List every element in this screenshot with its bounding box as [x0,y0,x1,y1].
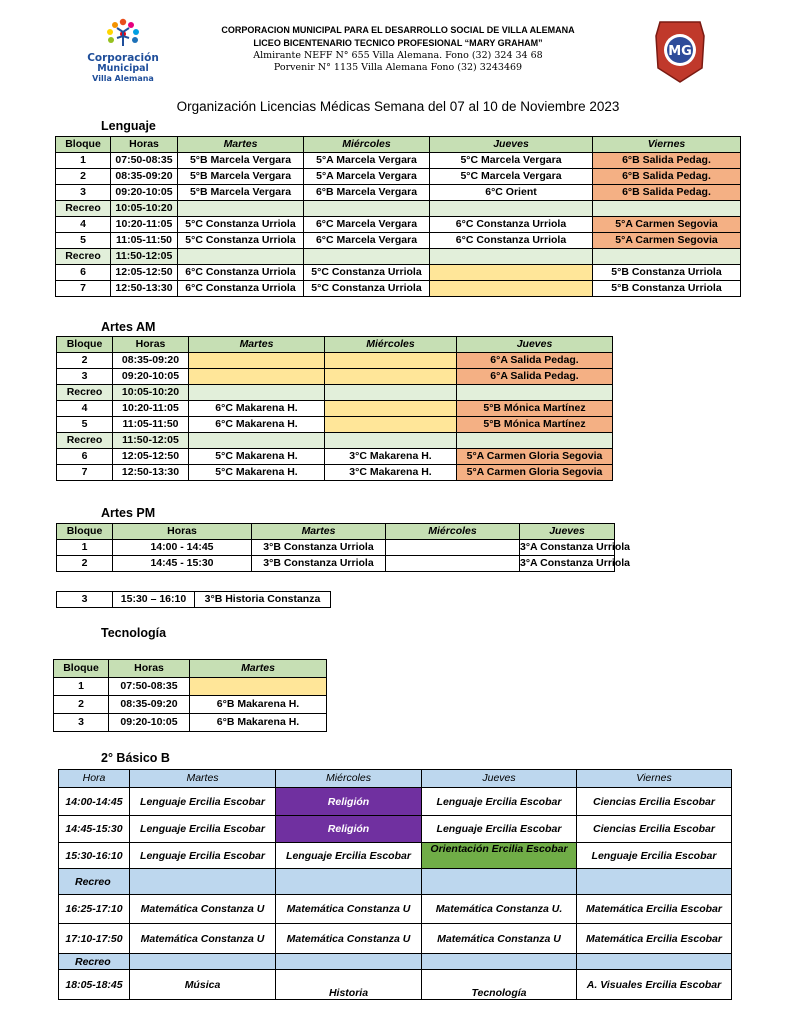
table-cell [304,249,430,265]
artes-pm-table [56,523,630,572]
table-cell: 6°B Makarena H. [190,696,327,714]
table-cell: 5°C Constanza Urriola [178,217,304,233]
artes-am-table [56,336,613,481]
table-cell: 4 [57,401,113,417]
table-cell [577,954,732,970]
table-cell: Lenguaje Ercilia Escobar [577,843,732,869]
column-header: Martes [189,337,325,353]
table-cell [189,385,325,401]
table-cell: 12:05-12:50 [113,449,189,465]
table-cell: 5°B Constanza Urriola [593,265,741,281]
table-cell: 6°C Constanza Urriola [430,217,593,233]
table-cell [430,201,593,217]
header-line-1: CORPORACION MUNICIPAL PARA EL DESARROLLO SOCIAL DE VILLA ALEMANA [221,25,575,35]
table-cell: 08:35-09:20 [111,169,178,185]
table-cell [189,433,325,449]
table-row [56,249,741,265]
logo-text-1: Corporación [87,52,159,64]
column-header: Horas [113,337,189,353]
table-cell: 5°B Marcela Vergara [178,153,304,169]
artes-pm-extra-table [56,591,331,608]
table-cell: Tecnología [422,970,577,1000]
table-cell: 16:25-17:10 [59,895,130,924]
table-row [57,433,613,449]
table-cell: 6 [56,265,111,281]
table-cell: 6°C Constanza Urriola [178,281,304,297]
logo-text-3: Villa Alemana [92,74,154,83]
table-row [57,556,615,572]
table-cell: Recreo [56,249,111,265]
table-cell: 6°C Marcela Vergara [304,217,430,233]
table-row [57,369,613,385]
table-cell: 12:05-12:50 [111,265,178,281]
column-header: Bloque [56,137,111,153]
table-row [56,153,741,169]
table-cell: 5°B Constanza Urriola [593,281,741,297]
table-cell: Recreo [59,869,130,895]
table-cell: 09:20-10:05 [113,369,189,385]
table-cell: 2 [57,556,113,572]
table-cell: 3°B Constanza Urriola [252,556,386,572]
table-cell: Lenguaje Ercilia Escobar [276,843,422,869]
table-cell: 10:20-11:05 [113,401,189,417]
column-header: Horas [109,660,190,678]
column-header: Jueves [457,337,613,353]
table-cell: 3 [57,592,113,608]
table-cell: 3°A Constanza Urriola [520,556,615,572]
table-row [57,540,615,556]
table-cell: 5°A Marcela Vergara [304,169,430,185]
column-header: Bloque [57,524,113,540]
table-cell: Recreo [57,433,113,449]
table-row [56,169,741,185]
table-cell: A. Visuales Ercilia Escobar [577,970,732,1000]
table-cell: 12:50-13:30 [111,281,178,297]
table-cell [422,869,577,895]
table-cell [457,433,613,449]
table-cell: 15:30 – 16:10 [113,592,195,608]
column-header: Martes [190,660,327,678]
header-row [56,137,741,153]
table-cell: 15:30-16:10 [59,843,130,869]
table-cell: 10:20-11:05 [111,217,178,233]
table-cell: 6°A Salida Pedag. [457,353,613,369]
table-cell: Religión [276,816,422,843]
column-header: Jueves [430,137,593,153]
table-cell: 6°B Makarena H. [190,714,327,732]
table-cell: 1 [54,678,109,696]
table-cell: 6°C Marcela Vergara [304,233,430,249]
table-cell: 11:05-11:50 [113,417,189,433]
table-cell: 5°C Marcela Vergara [430,169,593,185]
table-cell: Lenguaje Ercilia Escobar [130,788,276,816]
table-cell: 6 [57,449,113,465]
section-title-tecnologia: Tecnología [101,626,167,640]
table-cell [190,678,327,696]
table-cell: 14:00-14:45 [59,788,130,816]
table-cell [457,385,613,401]
table-cell: 5°C Constanza Urriola [304,281,430,297]
column-header: Miércoles [386,524,520,540]
column-header: Hora [59,770,130,788]
table-cell: 6°B Marcela Vergara [304,185,430,201]
table-cell: 11:05-11:50 [111,233,178,249]
table-cell [430,265,593,281]
table-cell: Matemática Constanza U [130,895,276,924]
table-cell: 5°C Makarena H. [189,449,325,465]
table-cell [430,281,593,297]
table-cell: 11:50-12:05 [111,249,178,265]
table-cell: 6°B Salida Pedag. [593,169,741,185]
table-cell: 5°A Carmen Segovia [593,233,741,249]
table-row [59,924,732,954]
table-cell [430,249,593,265]
table-cell: 14:45 - 15:30 [113,556,252,572]
column-header: Bloque [57,337,113,353]
table-cell: 3°A Constanza Urriola [520,540,615,556]
table-cell: 6°C Orient [430,185,593,201]
table-cell: 14:45-15:30 [59,816,130,843]
table-cell: 5°A Carmen Segovia [593,217,741,233]
table-cell: 5°A Marcela Vergara [304,153,430,169]
column-header: Martes [178,137,304,153]
table-cell [386,540,520,556]
table-cell [130,954,276,970]
table-cell: Matemática Ercilia Escobar [577,895,732,924]
table-row [54,714,327,732]
table-cell [325,401,457,417]
table-cell: 6°B Salida Pedag. [593,153,741,169]
table-cell [422,954,577,970]
table-row [56,201,741,217]
section-title-artes-pm: Artes PM [101,506,156,520]
table-cell [178,201,304,217]
table-cell [577,869,732,895]
table-row [57,465,613,481]
table-cell: 3°C Makarena H. [325,465,457,481]
header-line-2: LICEO BICENTENARIO TECNICO PROFESIONAL “MARY GRAHAM” [253,38,543,48]
column-header: Viernes [593,137,741,153]
table-cell [325,417,457,433]
table-cell: Recreo [59,954,130,970]
table-cell: 5°B Mónica Martínez [457,401,613,417]
table-row [56,233,741,249]
table-cell [304,201,430,217]
table-cell: 07:50-08:35 [109,678,190,696]
section-title-basico: 2° Básico B [101,751,170,765]
table-cell: 6°B Salida Pedag. [593,185,741,201]
table-row [54,678,327,696]
table-cell: 17:10-17:50 [59,924,130,954]
column-header: Horas [113,524,252,540]
table-cell [276,869,422,895]
table-cell [189,353,325,369]
table-cell: 6°A Salida Pedag. [457,369,613,385]
section-title-lenguaje: Lenguaje [101,119,156,133]
header-row [54,660,327,678]
table-cell [593,201,741,217]
lenguaje-table [55,136,741,297]
header-line-4: Porvenir N° 1135 Villa Alemana Fono (32) 3243469 [273,62,523,73]
table-row [57,385,613,401]
table-cell: 4 [56,217,111,233]
table-row [54,696,327,714]
table-cell: 1 [57,540,113,556]
table-cell: 5°C Marcela Vergara [430,153,593,169]
column-header: Miércoles [304,137,430,153]
table-cell: 5°A Carmen Gloria Segovia [457,449,613,465]
table-row [59,954,732,970]
table-cell: Recreo [56,201,111,217]
table-row [59,970,732,1000]
table-cell: 2 [57,353,113,369]
table-cell [386,556,520,572]
table-row [57,592,331,608]
table-cell [325,433,457,449]
table-cell: 5°B Mónica Martínez [457,417,613,433]
column-header: Jueves [422,770,577,788]
table-cell: 5°C Constanza Urriola [304,265,430,281]
table-cell: Lenguaje Ercilia Escobar [422,816,577,843]
table-row [59,895,732,924]
table-cell [178,249,304,265]
column-header: Miércoles [325,337,457,353]
table-cell: 6°C Constanza Urriola [178,265,304,281]
table-cell: 5°A Carmen Gloria Segovia [457,465,613,481]
table-cell: 14:00 - 14:45 [113,540,252,556]
table-cell: Historia [276,970,422,1000]
table-cell: 1 [56,153,111,169]
table-cell: 08:35-09:20 [113,353,189,369]
column-header: Miércoles [276,770,422,788]
column-header: Viernes [577,770,732,788]
table-row [56,281,741,297]
table-cell: Ciencias Ercilia Escobar [577,788,732,816]
table-cell: 10:05-10:20 [113,385,189,401]
table-cell: Lenguaje Ercilia Escobar [422,788,577,816]
table-cell: 7 [57,465,113,481]
page-title: Organización Licencias Médicas Semana del 07 al 10 de Noviembre 2023 [176,99,620,114]
table-row [57,449,613,465]
table-cell [130,869,276,895]
table-row [59,816,732,843]
table-row [56,217,741,233]
table-cell: Religión [276,788,422,816]
logo-text-2: Municipal [97,63,149,74]
basico-table [58,769,732,1000]
table-cell: Orientación Ercilia Escobar [422,843,577,869]
table-cell: Matemática Constanza U [276,895,422,924]
table-cell: 3 [54,714,109,732]
table-cell: Ciencias Ercilia Escobar [577,816,732,843]
table-cell: 5 [57,417,113,433]
table-cell: Matemática Constanza U. [422,895,577,924]
table-row [59,869,732,895]
table-cell: Matemática Constanza U [130,924,276,954]
table-cell: 5°C Makarena H. [189,465,325,481]
table-cell: Matemática Constanza U [422,924,577,954]
table-cell: 5°B Marcela Vergara [178,185,304,201]
table-cell: Lenguaje Ercilia Escobar [130,843,276,869]
column-header: Jueves [520,524,615,540]
table-cell: 5°C Constanza Urriola [178,233,304,249]
table-cell: Recreo [57,385,113,401]
table-cell: 3°B Historia Constanza [195,592,331,608]
table-cell: 11:50-12:05 [113,433,189,449]
table-cell: 09:20-10:05 [109,714,190,732]
header-row [57,337,613,353]
corporacion-logo [82,16,164,86]
table-row [56,185,741,201]
table-row [59,843,732,869]
table-cell: 10:05-10:20 [111,201,178,217]
table-cell [325,369,457,385]
table-cell: 3°B Constanza Urriola [252,540,386,556]
table-cell: Matemática Ercilia Escobar [577,924,732,954]
table-row [59,788,732,816]
table-cell: 2 [56,169,111,185]
header-line-3: Almirante NEFF N° 655 Villa Alemana. Fono (32) 324 34 68 [253,50,543,61]
section-title-artes-am: Artes AM [101,320,156,334]
header-row [59,770,732,788]
table-row [57,353,613,369]
column-header: Horas [111,137,178,153]
table-cell: 07:50-08:35 [111,153,178,169]
table-cell: 18:05-18:45 [59,970,130,1000]
table-cell: 7 [56,281,111,297]
liceo-logo-text: MG [668,44,692,59]
table-cell: 6°C Constanza Urriola [430,233,593,249]
table-cell: 2 [54,696,109,714]
table-cell: 3 [56,185,111,201]
table-cell [325,353,457,369]
table-row [56,265,741,281]
tecnologia-table [53,659,327,732]
table-cell: 3°C Makarena H. [325,449,457,465]
column-header: Martes [252,524,386,540]
table-cell: 08:35-09:20 [109,696,190,714]
table-cell [325,385,457,401]
table-cell: Música [130,970,276,1000]
header-row [57,524,615,540]
liceo-logo [652,18,708,86]
column-header: Bloque [54,660,109,678]
table-cell: 5 [56,233,111,249]
table-cell: 3 [57,369,113,385]
table-cell: 12:50-13:30 [113,465,189,481]
table-row [57,417,613,433]
table-cell: 6°C Makarena H. [189,417,325,433]
table-cell [276,954,422,970]
table-row [57,401,613,417]
table-cell: 6°C Makarena H. [189,401,325,417]
table-cell: Lenguaje Ercilia Escobar [130,816,276,843]
table-cell [593,249,741,265]
table-cell [189,369,325,385]
column-header: Martes [130,770,276,788]
table-cell: 5°B Marcela Vergara [178,169,304,185]
table-cell: Matemática Constanza U [276,924,422,954]
table-cell: 09:20-10:05 [111,185,178,201]
